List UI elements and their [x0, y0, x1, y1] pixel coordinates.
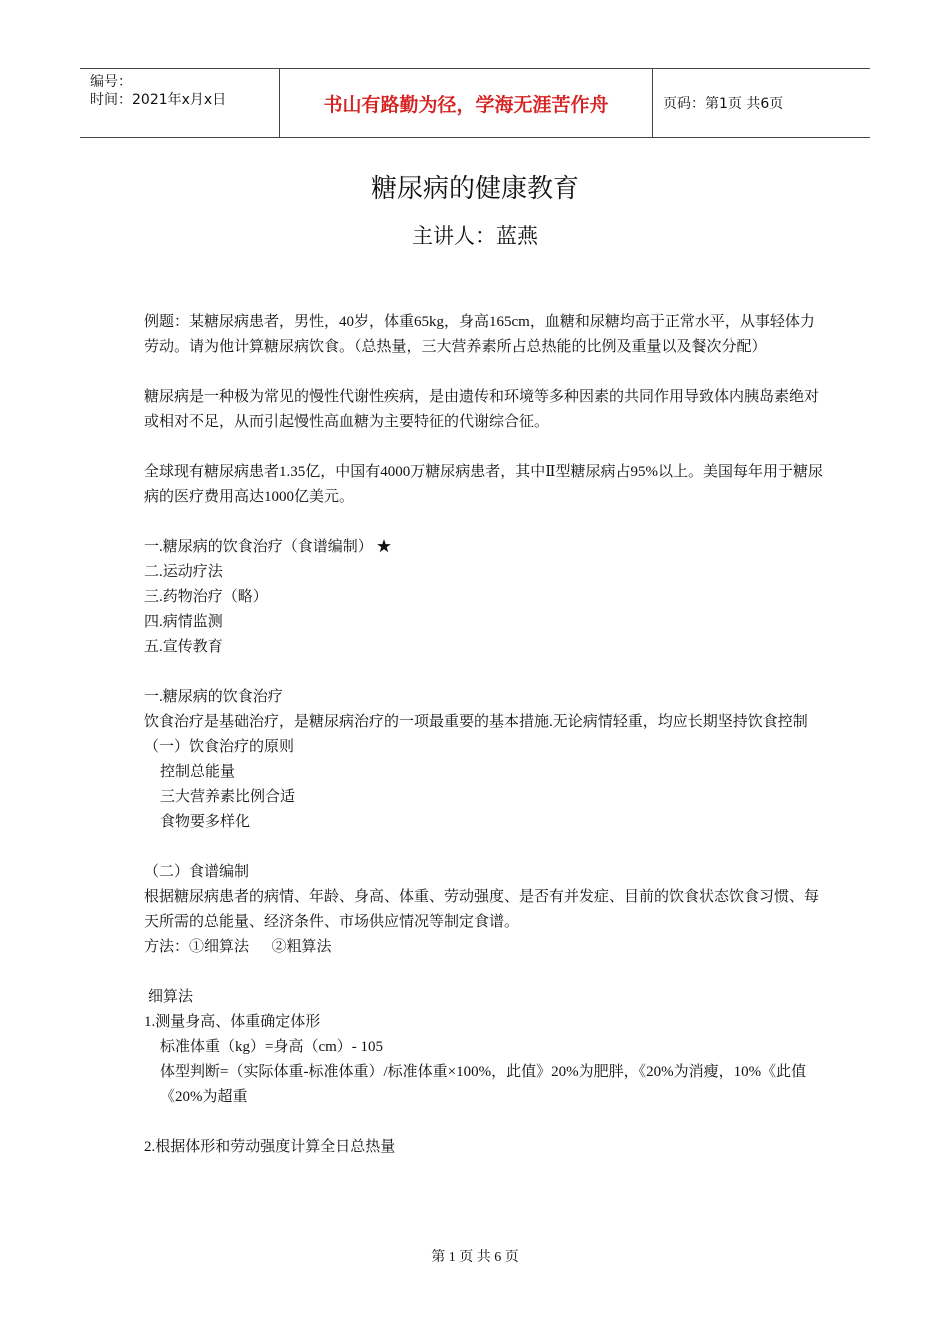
outline-item: 一.糖尿病的饮食治疗（食谱编制） ★	[144, 539, 392, 555]
detail-title: 细算法	[148, 989, 194, 1005]
example-paragraph: 例题：某糖尿病患者，男性，40岁，体重65kg，身高165cm，血糖和尿糖均高于正常水平，从事轻体力劳动。请为他计算糖尿病饮食。（总热量，三大营养素所占总热能的比例及重量以及餐次分配）	[144, 314, 815, 355]
document-title: 糖尿病的健康教育	[370, 174, 579, 204]
outline-item: 二.运动疗法	[144, 564, 223, 580]
principle-item: 控制总能量	[160, 764, 236, 780]
outline-item: 四.病情监测	[144, 614, 223, 630]
page-label: 页码：第1页 共6页	[663, 96, 784, 112]
step2: 2.根据体形和劳动强度计算全日总热量	[144, 1139, 396, 1155]
document-body	[144, 310, 824, 1160]
section1-title: 一.糖尿病的饮食治疗	[144, 689, 283, 705]
section1-text: 饮食治疗是基础治疗，是糖尿病治疗的一项最重要的基本措施.无论病情轻重，均应长期坚持饮食控制	[144, 714, 808, 730]
body-type-formula: 体型判断=（实际体重-标准体重）/标准体重×100%，此值》20%为肥胖，《20%为消瘦，10%《此值《20%为超重	[160, 1064, 807, 1105]
stats-paragraph: 全球现有糖尿病患者1.35亿，中国有4000万糖尿病患者，其中Ⅱ型糖尿病占95%以上。美国每年用于糖尿病的医疗费用高达1000亿美元。	[144, 464, 823, 505]
header-table	[80, 68, 870, 138]
time-label: 时间：2021年x月x日	[90, 92, 227, 108]
number-label: 编号：	[90, 74, 132, 90]
methods-line: 方法：①细算法 ②粗算法	[144, 939, 332, 955]
speaker-line: 主讲人：蓝燕	[412, 224, 538, 248]
principles-title: （一）饮食治疗的原则	[144, 739, 295, 755]
principle-item: 三大营养素比例合适	[160, 789, 296, 805]
header-info-cell	[80, 69, 280, 137]
principle-item: 食物要多样化	[160, 814, 251, 830]
outline-item: 五.宣传教育	[144, 639, 223, 655]
page-footer: 第 1 页 共 6 页	[431, 1250, 519, 1265]
standard-weight-formula: 标准体重（kg）=身高（cm）- 105	[160, 1039, 384, 1055]
outline-item: 三.药物治疗（略）	[144, 589, 268, 605]
recipe-title: （二）食谱编制	[144, 864, 250, 880]
step1: 1.测量身高、体重确定体形	[144, 1014, 321, 1030]
recipe-text: 根据糖尿病患者的病情、年龄、身高、体重、劳动强度、是否有并发症、目前的饮食状态饮食习惯、每天所需的总能量、经济条件、市场供应情况等制定食谱。	[144, 889, 820, 930]
definition-paragraph: 糖尿病是一种极为常见的慢性代谢性疾病，是由遗传和环境等多种因素的共同作用导致体内胰岛素绝对或相对不足，从而引起慢性高血糖为主要特征的代谢综合征。	[144, 389, 820, 430]
motto: 书山有路勤为径，学海无涯苦作舟	[280, 69, 653, 137]
